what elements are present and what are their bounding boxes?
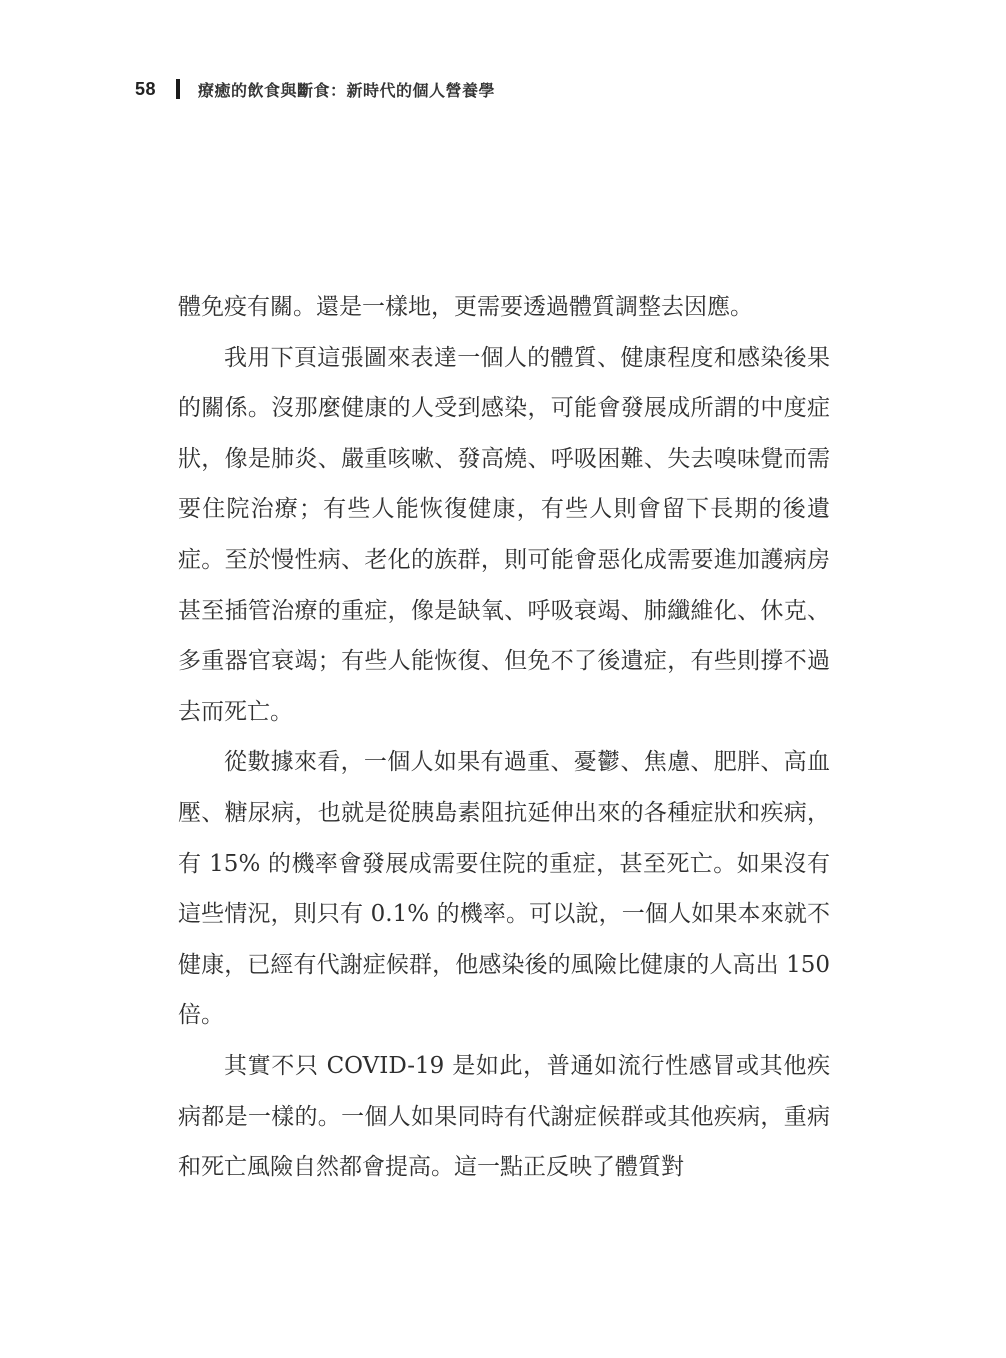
running-header [135,74,495,104]
paragraph: 其實不只 COVID-19 是如此，普通如流行性感冒或其他疾病都是一樣的。一個人如果同時有代謝症候群或其他疾病，重病和死亡風險自然都會提高。這一點正反映了體質對 [178,1052,830,1181]
book-title: 療癒的飲食與斷食：新時代的個人營養學 [198,80,496,100]
paragraph-continuation: 體免疫有關。還是一樣地，更需要透過體質調整去因應。 [178,294,753,320]
paragraph: 我用下頁這張圖來表達一個人的體質、健康程度和感染後果的關係。沒那麼健康的人受到感染，可能會發展成所謂的中度症狀，像是肺炎、嚴重咳嗽、發高燒、呼吸困難、失去嗅味覺而需要住院治療；有些人能恢復健康，有些人則會留下長期的後遺症。至於慢性病、老化的族群，則可能會惡化成需要進加護病房甚至插管治療的重症，像是缺氧、呼吸衰竭、肺纖維化、休克、多重器官衰竭；有些人能恢復、但免不了後遺症，有些則撐不過去而死亡。 [178,344,830,725]
body-text [178,282,830,1193]
header-divider [176,79,180,99]
paragraph: 從數據來看，一個人如果有過重、憂鬱、焦慮、肥胖、高血壓、糖尿病，也就是從胰島素阻抗延伸出來的各種症狀和疾病，有 15% 的機率會發展成需要住院的重症，甚至死亡。如果沒有這些情況，則只有 0.1% 的機率。可以說，一個人如果本來就不健康，已經有代謝症候群，他感染後的風險比健康的人高出 150 倍。 [178,749,830,1029]
page-number: 58 [135,78,157,99]
